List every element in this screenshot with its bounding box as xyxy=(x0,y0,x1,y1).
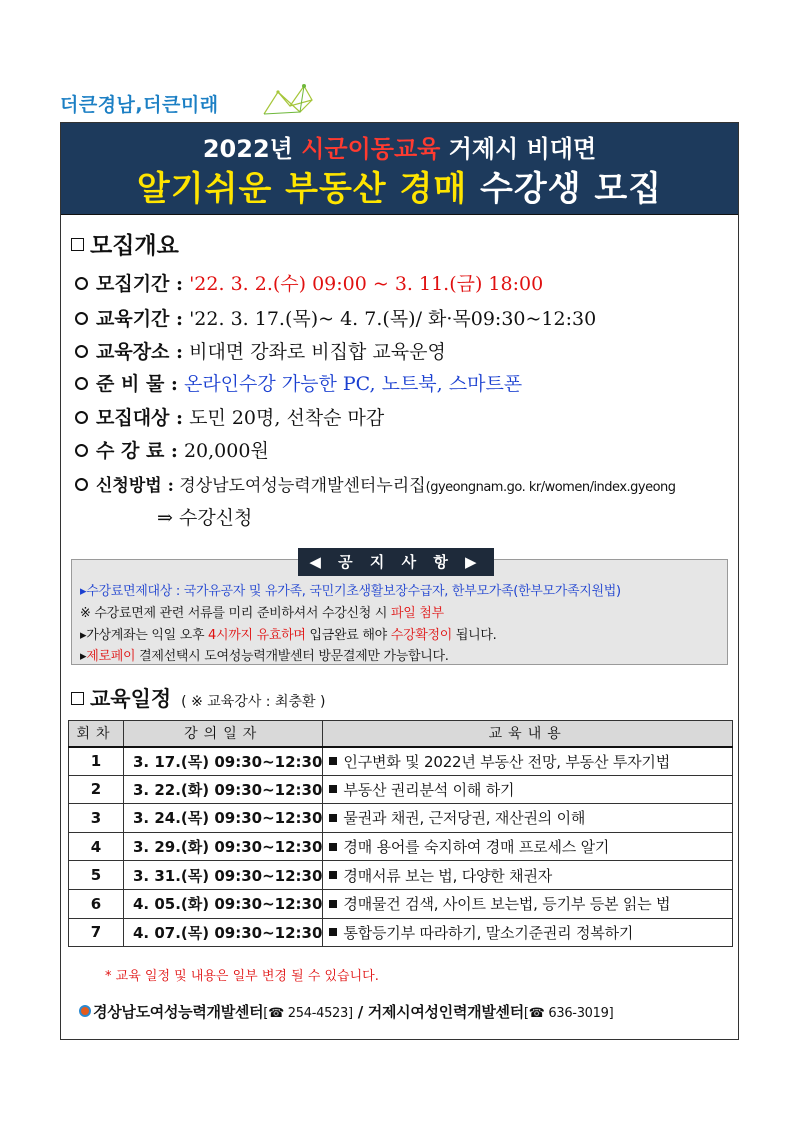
notice-highlight: 파일 첨부 xyxy=(390,606,444,621)
content-cell xyxy=(323,747,733,776)
header-date: 강의일자 xyxy=(124,721,323,747)
network-graphic-icon xyxy=(260,82,316,118)
header-round: 회차 xyxy=(69,721,124,747)
circle-bullet-icon xyxy=(75,312,88,325)
org2-phone: [☎ 636-3019] xyxy=(523,1006,614,1021)
circle-bullet-icon xyxy=(75,277,88,290)
date-cell: 3. 31.(목) 09:30~12:30 xyxy=(124,861,323,890)
org-logo-icon xyxy=(79,1005,91,1017)
overview-item-place xyxy=(75,337,446,364)
notice-text: 결제선택시 도여성능력개발센터 방문결제만 가능합니다. xyxy=(135,649,449,664)
date-cell: 4. 05.(화) 09:30~12:30 xyxy=(124,889,323,918)
banner-subtitle xyxy=(61,129,738,164)
notice-fee-exempt: ▸수강료면제대상 : 국가유공자 및 유가족, 국민기초생활보장수급자, 한부모가족(한부모가족지원법) xyxy=(80,584,621,599)
content-text: 경매물건 검색, 사이트 보는법, 등기부 등본 읽는 법 xyxy=(343,895,671,914)
banner-course-name: 알기쉬운 부동산 경매 xyxy=(136,169,468,209)
apply-url: (gyeongnam.go. kr/women/index.gyeong xyxy=(425,480,676,495)
table-row xyxy=(69,804,733,833)
banner-highlight-red: 시군이동교육 xyxy=(301,135,441,163)
overview-value: '22. 3. 17.(목)~ 4. 7.(목)/ 화·목09:30~12:30 xyxy=(183,308,597,330)
round-cell: 1 xyxy=(69,747,124,776)
overview-value: 경상남도여성능력개발센터누리집 xyxy=(173,476,426,496)
poster-frame xyxy=(60,122,739,1040)
overview-item-period xyxy=(75,269,543,296)
notice-text: ▸ xyxy=(80,649,87,664)
content-text: 인구변화 및 2022년 부동산 전망, 부동산 투자기법 xyxy=(343,752,670,771)
apply-arrow-line: ⇒ 수강신청 xyxy=(157,507,253,529)
content-cell xyxy=(323,918,733,947)
overview-label: 모집기간 : xyxy=(96,273,184,295)
notice-highlight: 4시까지 유효하며 xyxy=(208,628,306,643)
date-cell: 4. 07.(목) 09:30~12:30 xyxy=(124,918,323,947)
table-header-row xyxy=(69,721,733,747)
overview-item-edu-period xyxy=(75,304,596,331)
square-bullet-icon xyxy=(329,843,337,851)
overview-title xyxy=(71,227,179,260)
org1-name: 경상남도여성능력개발센터 xyxy=(93,1003,264,1021)
table-row xyxy=(69,918,733,947)
circle-bullet-icon xyxy=(75,411,88,424)
table-row xyxy=(69,889,733,918)
content-text: 경매 용어를 숙지하여 경매 프로세스 알기 xyxy=(343,838,610,857)
overview-item-apply xyxy=(75,471,676,496)
overview-item-materials xyxy=(75,369,522,396)
overview-label: 교육기간 : xyxy=(96,308,184,330)
circle-bullet-icon xyxy=(75,345,88,358)
round-cell: 7 xyxy=(69,918,124,947)
org2-name: 거제시여성인력개발센터 xyxy=(367,1003,524,1021)
content-text: 통합등기부 따라하기, 말소기준권리 정복하기 xyxy=(343,923,634,942)
table-row xyxy=(69,775,733,804)
round-cell: 4 xyxy=(69,832,124,861)
date-cell: 3. 17.(목) 09:30~12:30 xyxy=(124,747,323,776)
overview-label: 모집대상 : xyxy=(96,407,184,429)
notice-highlight: 수강확정이 xyxy=(390,628,453,643)
content-text: 경매서류 보는 법, 다양한 채권자 xyxy=(343,866,553,885)
schedule-footnote: * 교육 일정 및 내용은 일부 변경 될 수 있습니다. xyxy=(105,969,379,984)
table-row xyxy=(69,861,733,890)
circle-bullet-icon xyxy=(75,444,88,457)
notice-title: ◀ 공 지 사 항 ▶ xyxy=(298,548,494,576)
overview-value: 20,000원 xyxy=(177,440,269,462)
round-cell: 6 xyxy=(69,889,124,918)
checkbox-square-icon xyxy=(71,692,84,705)
contact-footer xyxy=(79,1001,613,1022)
org1-phone: [☎ 254-4523] xyxy=(263,1006,353,1021)
notice-line-4 xyxy=(80,645,449,664)
schedule-title-text: 교육일정 xyxy=(90,687,172,711)
square-bullet-icon xyxy=(329,928,337,936)
content-text: 부동산 권리분석 이해 하기 xyxy=(343,780,515,799)
content-cell xyxy=(323,889,733,918)
overview-item-target xyxy=(75,403,384,430)
schedule-table xyxy=(68,720,733,947)
notice-text: 입금완료 해야 xyxy=(305,628,391,643)
schedule-title xyxy=(71,683,325,713)
overview-value: 비대면 강좌로 비집합 교육운영 xyxy=(183,341,446,363)
content-text: 물권과 채권, 근저당권, 재산권의 이해 xyxy=(343,809,586,828)
content-cell xyxy=(323,861,733,890)
table-row xyxy=(69,832,733,861)
overview-label: 준 비 물 : xyxy=(96,373,178,395)
overview-value: '22. 3. 2.(수) 09:00 ~ 3. 11.(금) 18:00 xyxy=(183,273,544,295)
overview-title-text: 모집개요 xyxy=(90,233,179,259)
banner-location: 거제시 비대면 xyxy=(440,135,597,163)
circle-bullet-icon xyxy=(75,377,88,390)
overview-value: 도민 20명, 선착순 마감 xyxy=(183,407,385,429)
footer-separator: / xyxy=(352,1003,368,1021)
content-cell xyxy=(323,775,733,804)
square-bullet-icon xyxy=(329,900,337,908)
date-cell: 3. 24.(목) 09:30~12:30 xyxy=(124,804,323,833)
overview-item-fee xyxy=(75,436,269,463)
square-bullet-icon xyxy=(329,785,337,793)
content-cell xyxy=(323,804,733,833)
overview-label: 수 강 료 : xyxy=(96,440,178,462)
overview-value: 온라인수강 가능한 PC, 노트북, 스마트폰 xyxy=(177,373,523,395)
notice-text: ※ 수강료면제 관련 서류를 미리 준비하셔서 수강신청 시 xyxy=(80,606,391,621)
round-cell: 5 xyxy=(69,861,124,890)
notice-box xyxy=(71,553,728,665)
title-banner xyxy=(61,123,738,215)
notice-line-1 xyxy=(80,580,621,599)
square-bullet-icon xyxy=(329,871,337,879)
banner-title xyxy=(61,161,738,210)
notice-text: ▸가상계좌는 익일 오후 xyxy=(80,628,209,643)
content-cell xyxy=(323,832,733,861)
square-bullet-icon xyxy=(329,757,337,765)
circle-bullet-icon xyxy=(75,478,88,491)
notice-text: 됩니다. xyxy=(452,628,497,643)
round-cell: 2 xyxy=(69,775,124,804)
banner-recruit: 수강생 모집 xyxy=(467,169,663,209)
round-cell: 3 xyxy=(69,804,124,833)
header-content: 교육내용 xyxy=(323,721,733,747)
overview-label: 신청방법 : xyxy=(96,476,174,496)
square-bullet-icon xyxy=(329,814,337,822)
banner-year: 2022년 xyxy=(202,135,302,163)
lecturer-note: ( ※ 교육강사 : 최충환 ) xyxy=(181,694,326,710)
table-row xyxy=(69,747,733,776)
notice-line-2 xyxy=(80,602,444,621)
checkbox-square-icon xyxy=(71,238,84,251)
date-cell: 3. 29.(화) 09:30~12:30 xyxy=(124,832,323,861)
notice-line-3 xyxy=(80,624,496,643)
slogan-logo xyxy=(60,82,320,118)
overview-label: 교육장소 : xyxy=(96,341,184,363)
slogan-text: 더큰경남,더큰미래 xyxy=(60,94,219,116)
date-cell: 3. 22.(화) 09:30~12:30 xyxy=(124,775,323,804)
notice-highlight: 제로페이 xyxy=(86,649,136,664)
